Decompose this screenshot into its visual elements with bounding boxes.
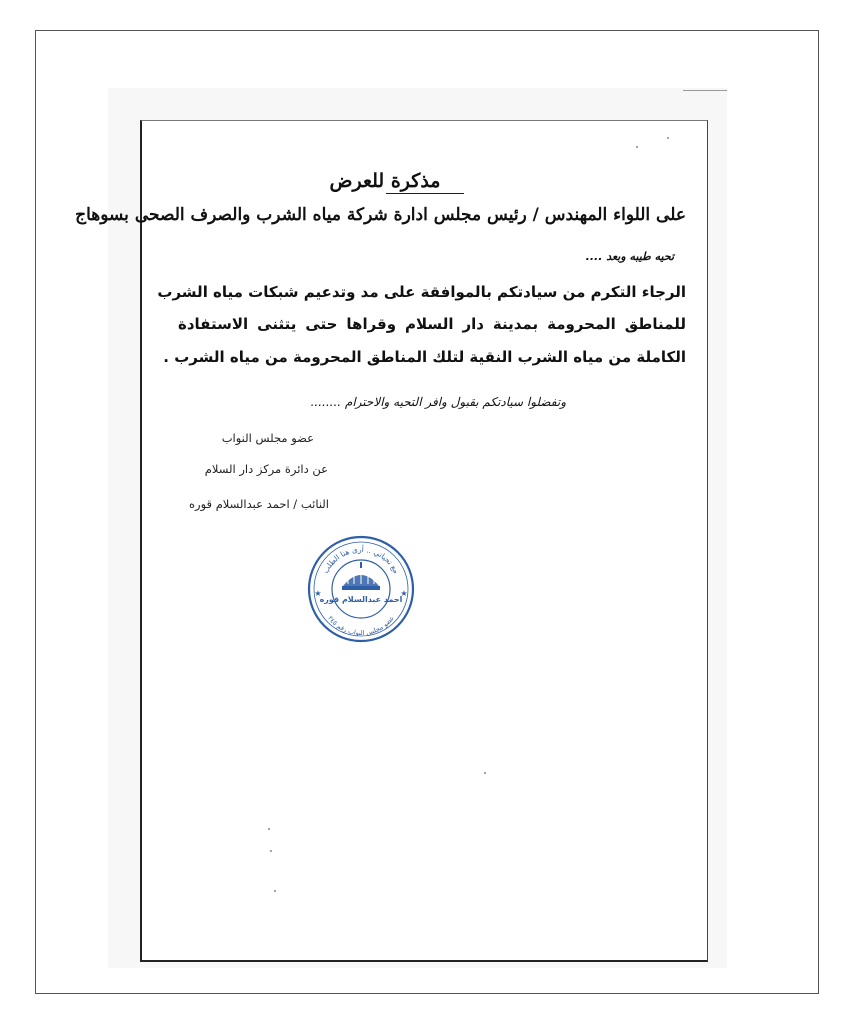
signature-role: عضو مجلس النواب <box>221 431 314 445</box>
closing-line: وتفضلوا سيادتكم بقبول وافر التحيه والاحترام ........ <box>310 395 566 409</box>
signature-name: النائب / احمد عبدالسلام قوره <box>189 497 329 511</box>
seal-center-text: احمد عبدالسلام قوره <box>319 595 403 604</box>
seal-bottom-text: عضو مجلس النواب رقم ٢٤٥ <box>326 614 396 638</box>
official-seal-stamp <box>306 534 416 644</box>
seal-star-icon: ★ <box>400 589 408 598</box>
greeting-line: تحيه طيبه وبعد .... <box>585 250 674 263</box>
signature-district: عن دائرة مركز دار السلام <box>204 462 328 476</box>
body-paragraph-line: للمناطق المحرومة بمدينة دار السلام وقراها حتى يتثنى الاستفادة <box>178 315 686 333</box>
scan-speck <box>274 890 276 892</box>
scan-edge-line <box>683 90 727 91</box>
title-underline <box>386 193 464 194</box>
addressee-line: على اللواء المهندس / رئيس مجلس ادارة شركة مياه الشرب والصرف الصحى بسوهاج <box>75 205 686 225</box>
seal-star-icon: ★ <box>314 589 322 598</box>
memo-paper <box>140 120 708 962</box>
scan-speck <box>270 850 272 852</box>
scan-speck <box>268 828 270 830</box>
scan-speck <box>636 146 638 148</box>
memo-title: مذكرة للعرض <box>329 170 441 192</box>
scan-speck <box>667 137 669 139</box>
seal-top-text: مع تحياتي .. أرى هنا الطلب <box>320 544 402 575</box>
body-paragraph-line: الرجاء التكرم من سيادتكم بالموافقة على مد وتدعيم شبكات مياه الشرب <box>157 283 686 301</box>
scan-speck <box>484 772 486 774</box>
body-paragraph-line: الكاملة من مياه الشرب النقية لتلك المناطق المحرومة من مياه الشرب . <box>163 348 686 366</box>
